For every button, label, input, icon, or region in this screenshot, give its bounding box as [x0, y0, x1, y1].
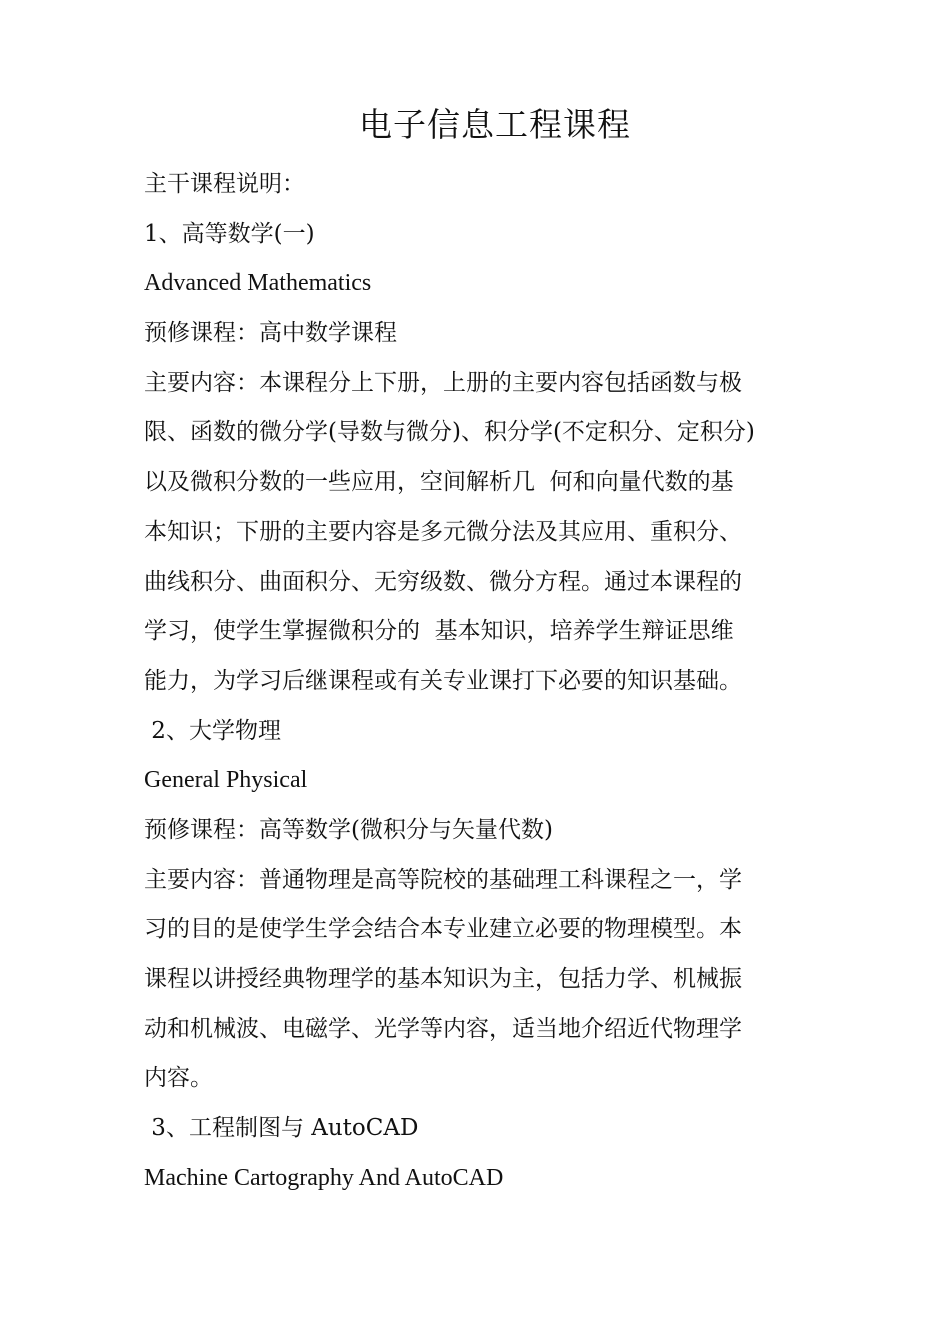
body-text-line: 主要内容：普通物理是高等院校的基础理工科课程之一，学: [144, 866, 742, 893]
body-text-line: 课程以讲授经典物理学的基本知识为主，包括力学、机械振: [144, 966, 742, 992]
body-text-line: 学习，使学生掌握微积分的 基本知识，培养学生辩证思维: [144, 618, 734, 645]
course-title: 1、高等数学(一): [144, 220, 315, 247]
course-english-title: General Physical: [144, 767, 308, 794]
document-title: 电子信息工程课程: [359, 105, 631, 144]
body-text-line: 内容。: [144, 1065, 213, 1092]
body-text-line: 限、函数的微分学(导数与微分)、积分学(不定积分、定积分): [144, 419, 755, 446]
course-title: 3、工程制图与 AutoCAD: [144, 1115, 419, 1142]
body-text-line: 曲线积分、曲面积分、无穷级数、微分方程。通过本课程的: [144, 568, 742, 595]
prerequisite-line: 预修课程：高中数学课程: [144, 320, 397, 347]
body-text-line: 习的目的是使学生学会结合本专业建立必要的物理模型。本: [144, 916, 742, 943]
section-heading: 主干课程说明：: [144, 171, 305, 197]
prerequisite-line: 预修课程：高等数学(微积分与矢量代数): [144, 816, 553, 843]
body-text-line: 主要内容：本课程分上下册，上册的主要内容包括函数与极: [144, 369, 742, 396]
body-text-line: 本知识；下册的主要内容是多元微分法及其应用、重积分、: [144, 518, 742, 545]
body-text-line: 以及微积分数的一些应用，空间解析几 何和向量代数的基: [144, 469, 734, 496]
document-body: [144, 160, 810, 1203]
course-title: 2、大学物理: [144, 717, 281, 744]
course-english-title: Machine Cartography And AutoCAD: [144, 1164, 504, 1191]
course-english-title: Advanced Mathematics: [144, 270, 372, 297]
body-text-line: 能力，为学习后继课程或有关专业课打下必要的知识基础。: [144, 667, 742, 694]
body-text-line: 动和机械波、电磁学、光学等内容，适当地介绍近代物理学: [144, 1015, 742, 1042]
